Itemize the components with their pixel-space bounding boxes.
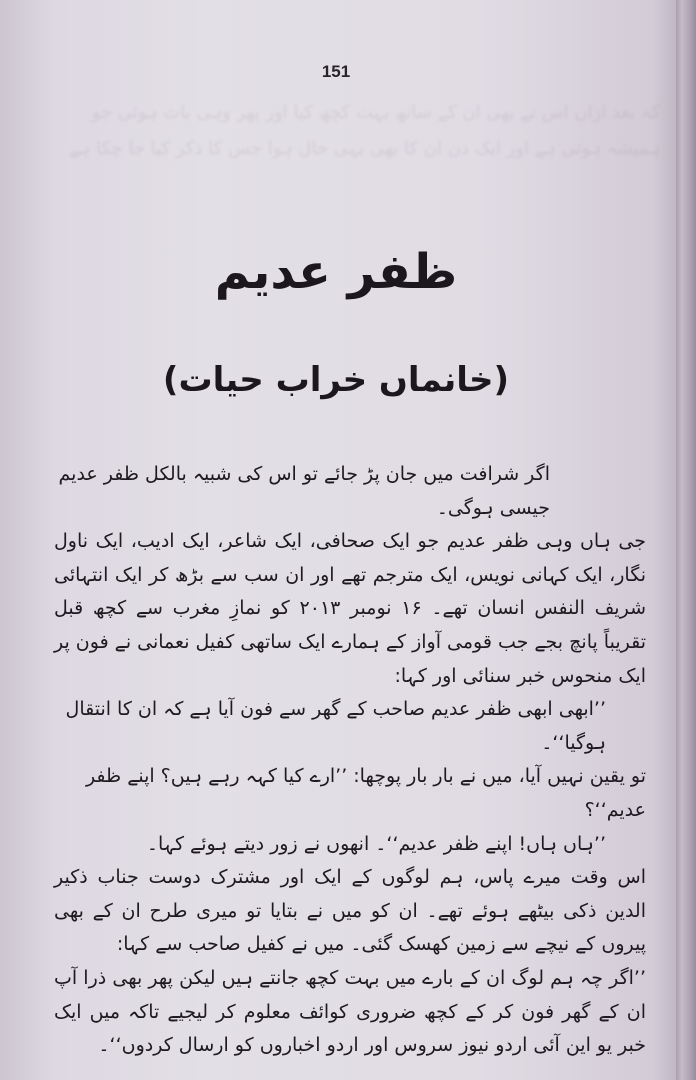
quote-paragraph: ’’ابھی ابھی ظفر عدیم صاحب کے گھر سے فون آیا ہے کہ ان کا انتقال ہوگیا‘‘۔ bbox=[65, 698, 606, 754]
paragraph: تو یقین نہیں آیا، میں نے بار بار پوچھا: ’’ارے کیا کہہ رہے ہیں؟ اپنے ظفر عدیم‘‘؟ bbox=[85, 765, 646, 821]
bleed-through-text: کہ بعد ازاں اس نے بھی ان کے ساتھ بہت کچھ کیا اور پھر وہی بات ہوئی جو ہمیشہ ہوتی ہے اور ایک دن ان کا بھی یہی حال ہوا جس کا ذکر کیا جا چکا ہے bbox=[69, 102, 660, 159]
body-text bbox=[54, 458, 646, 1063]
quote-paragraph: ’’اگر چہ ہم لوگ ان کے بارے میں بہت کچھ جانتے ہیں لیکن پھر بھی ذرا آپ ان کے گھر فون کر کے کچھ ضروری کوائف معلوم کر لیجیے تاکہ میں ایک خبر یو این آئی اردو نیوز سروس اور اردو اخباروں کو ارسال کردوں‘‘۔ bbox=[54, 966, 646, 1057]
chapter-title: ظفر عدیم bbox=[214, 244, 458, 300]
paragraph: اس وقت میرے پاس، ہم لوگوں کے ایک اور مشترک دوست جناب ذکیر الدین ذکی بیٹھے ہوئے تھے۔ ان کو میں نے بتایا تو میری طرح ان کے بھی پیروں کے نیچے سے زمین کھسک گئی۔ میں نے کفیل صاحب سے کہا: bbox=[54, 866, 646, 956]
paragraph: اگر شرافت میں جان پڑ جائے تو اس کی شبیہ بالکل ظفر عدیم جیسی ہوگی۔ bbox=[58, 463, 550, 519]
paragraph: جی ہاں وہی ظفر عدیم جو ایک صحافی، ایک شاعر، ایک ادیب، ایک ناول نگار، ایک کہانی نویس، ایک مترجم تھے اور ان سب سے بڑھ کر ایک انتہائی شریف النفس انسان تھے۔ ۱۶ نومبر ۲۰۱۳ کو نمازِ مغرب سے کچھ قبل تقریباً پانچ بجے جب قومی آواز کے ہمارے ایک ساتھی کفیل نعمانی نے فون پر ایک منحوس خبر سنائی اور کہا: bbox=[53, 530, 646, 687]
quote-paragraph: ’’ہاں ہاں! اپنے ظفر عدیم‘‘۔ انھوں نے زور دیتے ہوئے کہا۔ bbox=[146, 832, 606, 855]
chapter-subtitle: (خانماں خراب حیات) bbox=[162, 360, 510, 400]
page-edge bbox=[676, 0, 696, 1080]
page-number: 151 bbox=[321, 62, 351, 81]
